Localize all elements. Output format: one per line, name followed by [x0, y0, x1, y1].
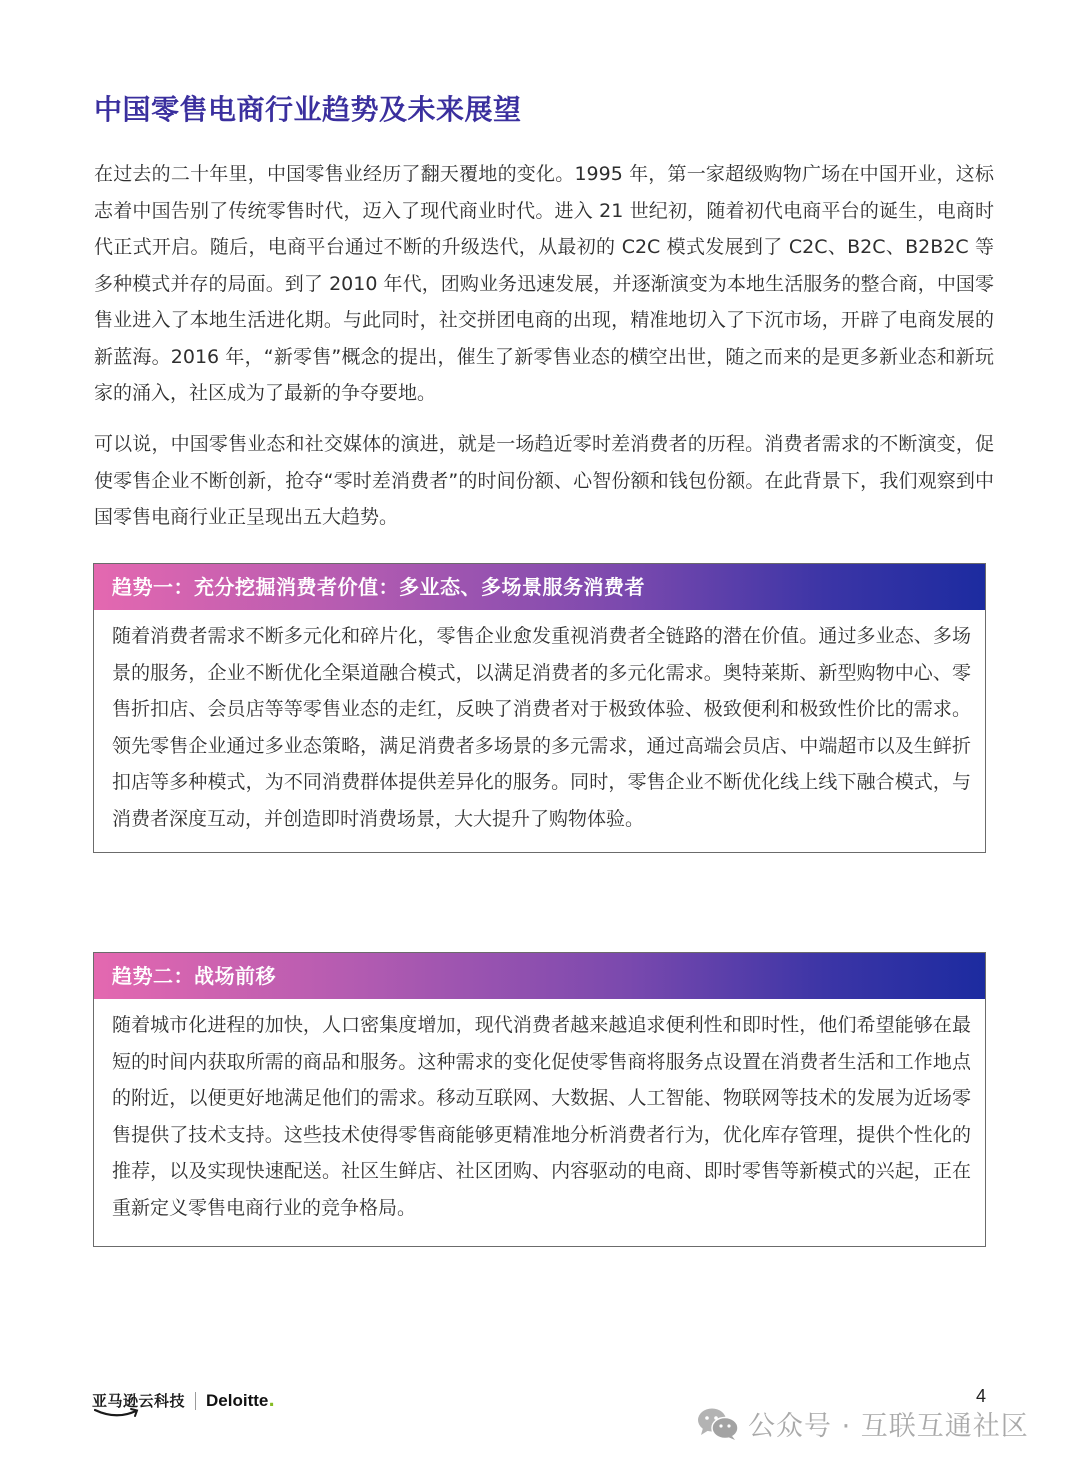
amazon-smile-icon — [94, 1407, 142, 1419]
deloitte-logo-text: Deloitte — [206, 1390, 269, 1410]
trend-card-1 — [93, 563, 986, 853]
wechat-icon — [696, 1407, 740, 1441]
aws-logo-text: 亚马逊云科技 — [92, 1392, 186, 1410]
intro-paragraph-1: 在过去的二十年里，中国零售业经历了翻天覆地的变化。1995 年，第一家超级购物广场在中国开业，这标志着中国告别了传统零售时代，迈入了现代商业时代。进入 21 世纪初，随着初代电商平台的诞生，电商时代正式开启。随后，电商平台通过不断的升级迭代，从最初的 C2C 模式发展到了 C2C、B2C、B2B2C 等多种模式并存的局面。到了 2010 年代，团购业务迅速发展，并逐渐演变为本地生活服务的整合商，中国零售业进入了本地生活进化期。与此同时，社交拼团电商的出现，精准地切入了下沉市场，开辟了电商发展的新蓝海。2016 年，“新零售”概念的提出，催生了新零售业态的横空出世，随之而来的是更多新业态和新玩家的涌入，社区成为了最新的争夺要地。 — [94, 163, 994, 404]
footer-logos — [92, 1390, 275, 1411]
aws-logo — [92, 1390, 185, 1411]
deloitte-logo — [206, 1391, 275, 1411]
intro-paragraph-2: 可以说，中国零售业态和社交媒体的演进，就是一场趋近零时差消费者的历程。消费者需求的不断演变，促使零售企业不断创新，抢夺“零时差消费者”的时间份额、心智份额和钱包份额。在此背景下，我们观察到中国零售电商行业正呈现出五大趋势。 — [94, 433, 994, 528]
logo-divider — [195, 1392, 196, 1410]
trend-card-2 — [93, 952, 986, 1247]
deloitte-dot: . — [268, 1390, 275, 1411]
trend-heading: 趋势二：战场前移 — [94, 953, 985, 999]
watermark-text: 公众号 · 互联互通社区 — [748, 1411, 1029, 1442]
trend-body: 随着消费者需求不断多元化和碎片化，零售企业愈发重视消费者全链路的潜在价值。通过多业态、多场景的服务，企业不断优化全渠道融合模式，以满足消费者的多元化需求。奥特莱斯、新型购物中心、零售折扣店、会员店等等零售业态的走红，反映了消费者对于极致体验、极致便利和极致性价比的需求。领先零售企业通过多业态策略，满足消费者多场景的多元需求，通过高端会员店、中端超市以及生鲜折扣店等多种模式，为不同消费群体提供差异化的服务。同时，零售企业不断优化线上线下融合模式，与消费者深度互动，并创造即时消费场景，大大提升了购物体验。 — [112, 625, 971, 830]
trend-body: 随着城市化进程的加快，人口密集度增加，现代消费者越来越追求便利性和即时性，他们希望能够在最短的时间内获取所需的商品和服务。这种需求的变化促使零售商将服务点设置在消费者生活和工作地点的附近，以便更好地满足他们的需求。移动互联网、大数据、人工智能、物联网等技术的发展为近场零售提供了技术支持。这些技术使得零售商能够更精准地分析消费者行为，优化库存管理，提供个性化的推荐，以及实现快速配送。社区生鲜店、社区团购、内容驱动的电商、即时零售等新模式的兴起，正在重新定义零售电商行业的竞争格局。 — [112, 1014, 971, 1219]
trend-heading: 趋势一：充分挖掘消费者价值：多业态、多场景服务消费者 — [94, 564, 985, 610]
page-title: 中国零售电商行业趋势及未来展望 — [94, 93, 522, 126]
page-number: 4 — [976, 1386, 987, 1406]
wechat-watermark — [696, 1404, 1029, 1443]
